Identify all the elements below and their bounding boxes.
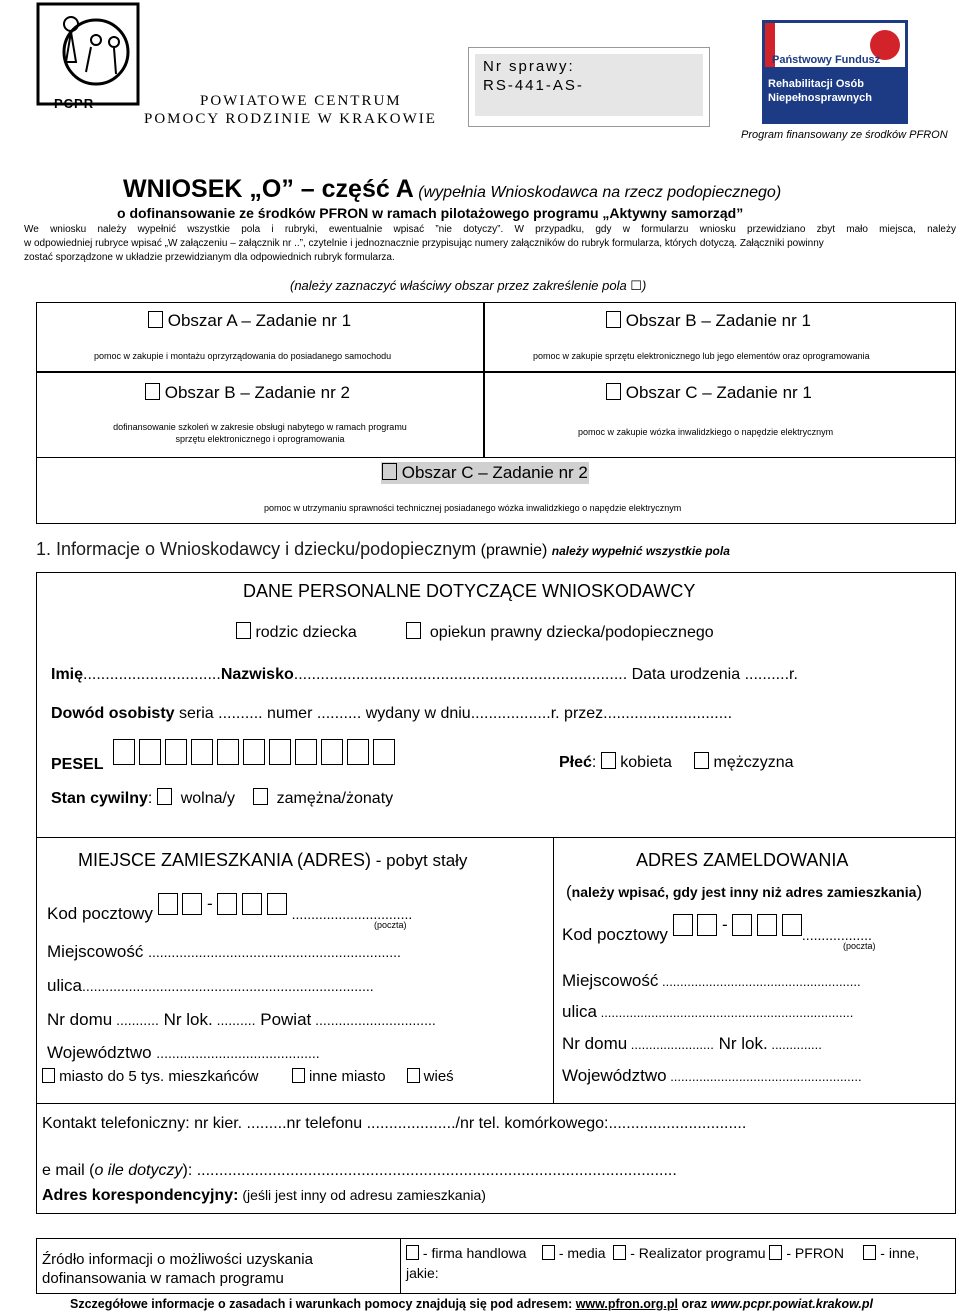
area-b2-desc-line2: sprzętu elektronicznego i oprogramowania (175, 434, 345, 444)
registration-province-field[interactable]: ..................................................... (666, 1069, 862, 1084)
residence-province-field[interactable]: .......................................... (156, 1045, 320, 1061)
parent-label: rodzic dziecka (255, 624, 357, 641)
pfron-line1: Państwowy Fundusz (772, 54, 881, 66)
src-other-box[interactable] (863, 1245, 876, 1260)
pesel-digit[interactable] (373, 739, 395, 765)
area-c2-title: Obszar C – Zadanie nr 2 (401, 463, 588, 482)
registration-title: ADRES ZAMELDOWANIA (636, 850, 849, 870)
registration-postal-label: Kod pocztowy (562, 925, 668, 944)
name-field[interactable]: ............................... (83, 666, 221, 683)
case-label: Nr sprawy: (483, 58, 575, 75)
footer-mid: oraz (678, 1297, 711, 1311)
id-issued-suffix: r. przez (550, 705, 604, 722)
pesel-digit[interactable] (295, 739, 317, 765)
src-other-label: - inne, (880, 1245, 920, 1261)
src-media-label: - media (558, 1245, 606, 1261)
registration-city-field[interactable]: ....................................................... (658, 974, 861, 989)
postal-digit[interactable] (242, 893, 262, 915)
guardian-box[interactable] (406, 622, 421, 639)
area-b1-checkbox[interactable] (606, 311, 811, 331)
registration-note-text: należy wpisać, gdy jest inny niż adres zamieszkania (571, 884, 917, 900)
case-number-box (468, 47, 710, 127)
registration-province-row (562, 1066, 862, 1086)
registration-flat-label: Nr lok. (713, 1034, 768, 1053)
parent-box[interactable] (236, 622, 251, 639)
postal-digit[interactable] (673, 914, 693, 936)
pesel-digit[interactable] (139, 739, 161, 765)
pesel-digit-boxes[interactable] (113, 739, 399, 768)
area-c1-title: Obszar C – Zadanie nr 1 (625, 383, 812, 402)
residence-house-label: Nr domu (47, 1010, 113, 1029)
civil-single-label: wolna/y (180, 790, 235, 807)
logo-text: PCPR (54, 96, 95, 111)
form-title-suffix: (wypełnia Wnioskodawca na rzecz podopiecznego) (418, 184, 782, 201)
src-firm-label: - firma handlowa (422, 1245, 527, 1261)
pesel-digit[interactable] (217, 739, 239, 765)
source-label (42, 1250, 313, 1288)
area-a1-desc: pomoc w zakupie i montażu oprzyrządowania do posiadanego samochodu (94, 351, 392, 361)
postal-digit[interactable] (267, 893, 287, 915)
sex-female-box[interactable] (601, 752, 616, 769)
area-c2-desc: pomoc w utrzymaniu sprawności technicznej posiadanego wózka inwalidzkiego o napędzie elektrycznym (264, 503, 682, 513)
form-subtitle: o dofinansowanie ze środków PFRON w ramach pilotażowego programu „Aktywny samorząd” (117, 205, 744, 221)
civil-label: Stan cywilny (51, 790, 148, 807)
residence-street-field[interactable]: ........................................................................... (81, 978, 374, 994)
area-b1-box[interactable] (606, 311, 621, 328)
id-row (51, 705, 732, 723)
registration-city-label: Miejscowość (562, 971, 659, 990)
residence-post-field[interactable]: ............................... (291, 906, 413, 922)
area-b2-desc (60, 421, 460, 445)
surname-field[interactable]: ........................................................................... (293, 666, 628, 683)
phone-row[interactable]: Kontakt telefoniczny: nr kier. .........nr telefonu ..................../nr tel. komórkowego:............................... (42, 1115, 747, 1132)
residence-house-row (47, 1010, 436, 1030)
area-a1-checkbox[interactable] (148, 311, 351, 331)
loc-small-box[interactable] (42, 1068, 55, 1083)
residence-county-label: Powiat (255, 1010, 312, 1029)
personal-title: DANE PERSONALNE DOTYCZĄCE WNIOSKODAWCY (243, 581, 696, 601)
area-b2-checkbox[interactable] (145, 383, 350, 403)
id-issued-field[interactable]: .................. (470, 705, 551, 722)
form-title-main: WNIOSEK „O” – część A (123, 175, 414, 203)
form-title (123, 175, 781, 204)
program-note: Program finansowany ze środków PFRON (741, 129, 948, 141)
src-pfron-box[interactable] (769, 1245, 782, 1260)
pesel-row (51, 739, 399, 774)
residence-house-field[interactable]: ........... (112, 1012, 159, 1028)
applicant-parent-option[interactable] (236, 622, 357, 642)
address-left-box (36, 838, 554, 1104)
pesel-label: PESEL (51, 756, 104, 773)
org-name-line1: POWIATOWE CENTRUM (200, 93, 402, 109)
correspondence-row (42, 1187, 486, 1205)
pesel-digit[interactable] (321, 739, 343, 765)
area-c2-box[interactable] (382, 463, 397, 480)
residence-province-row (47, 1043, 320, 1063)
civil-row: Stan cywilny: wolna/y zamężna/żonaty (51, 790, 394, 807)
email-row[interactable] (42, 1162, 677, 1180)
registration-house-row (562, 1034, 822, 1054)
email-prefix: e mail ( (42, 1162, 95, 1179)
registration-house-label: Nr domu (562, 1034, 628, 1053)
pesel-digit[interactable] (165, 739, 187, 765)
residence-province-label: Województwo (47, 1043, 157, 1062)
birth-field[interactable]: .......... (744, 666, 790, 683)
birth-suffix: r. (789, 666, 798, 683)
civil-married-label: zamężna/żonaty (276, 790, 394, 807)
email-italic: o ile dotyczy (94, 1162, 183, 1179)
id-number-field[interactable]: .......... (316, 705, 362, 722)
area-c1-box[interactable] (606, 383, 621, 400)
registration-post-field[interactable]: .................. (801, 927, 872, 943)
area-b1-desc: pomoc w zakupie sprzętu elektronicznego lub jego elementów oraz oprogramowania (533, 351, 870, 361)
loc-other-box[interactable] (292, 1068, 305, 1083)
id-issued-label: wydany w dniu (361, 705, 471, 722)
residence-street-label: ulica (47, 976, 82, 995)
birth-label: Data urodzenia (627, 666, 745, 683)
section1-title: 1. Informacje o Wnioskodawcy i dziecku/podopiecznym (36, 539, 477, 559)
surname-label: Nazwisko (220, 666, 294, 683)
section1-paren: (prawnie) (480, 542, 548, 559)
registration-postal-hint: (poczta) (843, 941, 876, 951)
residence-flat-field[interactable]: .......... (212, 1012, 256, 1028)
src-media-box[interactable] (542, 1245, 555, 1260)
sex-male-label: mężczyzna (713, 754, 794, 771)
pfron-line3: Niepełnosprawnych (768, 92, 872, 104)
residence-postal-hint: (poczta) (374, 920, 407, 930)
id-by-field[interactable]: ............................. (603, 705, 733, 722)
id-label: Dowód osobisty (51, 705, 175, 722)
sex-female-label: kobieta (620, 754, 672, 771)
residence-flat-label: Nr lok. (158, 1010, 213, 1029)
src-realizer-label: - Realizator programu (630, 1245, 766, 1261)
pesel-digit[interactable] (191, 739, 213, 765)
case-number[interactable]: RS-441-AS- (483, 77, 584, 94)
section1-heading (36, 539, 730, 560)
name-label: Imię (51, 666, 84, 683)
pesel-digit[interactable] (243, 739, 265, 765)
residence-city-row (47, 942, 401, 962)
postal-digit[interactable] (697, 914, 717, 936)
residence-city-label: Miejscowość (47, 942, 149, 961)
area-b2-desc-line1: dofinansowanie szkoleń w zakresie obsługi nabytego w ramach programu (113, 422, 407, 432)
instructions-line3: zostać sporządzone w układzie przewidzianym dla odpowiednich rubryk formularza. (24, 252, 395, 263)
residence-city-field[interactable]: ................................................................. (148, 944, 401, 960)
area-c1-checkbox[interactable] (606, 383, 812, 403)
registration-street-label: ulica (562, 1002, 597, 1021)
area-b1-title: Obszar B – Zadanie nr 1 (625, 311, 811, 330)
pesel-digit[interactable] (347, 739, 369, 765)
registration-postal-row: Kod pocztowy - $_{..................}$ (562, 915, 872, 944)
postal-digit[interactable] (782, 914, 802, 936)
postal-digit[interactable] (732, 914, 752, 936)
residence-street-row (47, 976, 374, 996)
pfron-logo (762, 20, 908, 124)
instructions-line1: We wniosku należy wypełnić wszystkie pola i rubryki, ewentualnie wpisać ”nie dotyczy”. W przypadku, gdy w formularzu wniosku przewidziano zbyt mało miejsca, należy (24, 224, 956, 235)
id-series-label: seria (174, 705, 219, 722)
id-series-field[interactable]: .......... (218, 705, 263, 722)
area-a1-title: Obszar A – Zadanie nr 1 (167, 311, 352, 330)
area-b2-box[interactable] (145, 383, 160, 400)
source-other-field[interactable]: jakie: (406, 1265, 439, 1281)
src-pfron-label: - PFRON (786, 1245, 844, 1261)
src-realizer-box[interactable] (613, 1245, 626, 1260)
guardian-label: opiekun prawny dziecka/podopiecznego (429, 624, 714, 641)
areas-grid (36, 302, 956, 526)
residence-title: MIEJSCE ZAMIESZKANIA (ADRES) (78, 850, 372, 870)
address-left-title (78, 850, 467, 871)
source-label-line1: Źródło informacji o możliwości uzyskania (42, 1251, 313, 1268)
pesel-digit[interactable] (113, 739, 135, 765)
org-name-line2: POMOCY RODZINIE W KRAKOWIE (144, 111, 437, 127)
loc-village-label: wieś (423, 1068, 454, 1085)
loc-village-box[interactable] (407, 1068, 420, 1083)
instructions-line2: w odpowiedniej rubryce wpisać „W załączeniu – załącznik nr ..”, czytelnie i jednoznacznie przypisując numery załączników do rubryk formularza, których dotyczą. Załączniki powinny (24, 238, 824, 249)
registration-house-field[interactable]: ....................... (627, 1037, 714, 1052)
footer-text: Szczegółowe informacje o zasadach i warunkach pomocy znajdują się pod adresem: (70, 1297, 576, 1311)
mark-note: (należy zaznaczyć właściwy obszar przez zakreślenie pola ☐) (290, 278, 647, 293)
area-c2-checkbox[interactable] (381, 462, 589, 484)
residence-title-suffix: - pobyt stały (371, 851, 468, 870)
area-c1-desc: pomoc w zakupie wózka inwalidzkiego o napędzie elektrycznym (578, 427, 834, 437)
area-b2-title: Obszar B – Zadanie nr 2 (164, 383, 350, 402)
footer-link-pcpr[interactable]: www.pcpr.powiat.krakow.pl (710, 1297, 873, 1311)
applicant-guardian-option[interactable] (406, 622, 714, 642)
postal-digit[interactable] (158, 893, 178, 915)
registration-city-row (562, 971, 861, 991)
registration-province-label: Województwo (562, 1066, 667, 1085)
postal-digit[interactable] (182, 893, 202, 915)
postal-digit[interactable] (757, 914, 777, 936)
civil-married-box[interactable] (253, 788, 268, 805)
source-divider (400, 1238, 401, 1294)
residence-locality-row (42, 1068, 454, 1085)
residence-postal-row: Kod pocztowy - $_{...............................}$ (47, 894, 413, 923)
sex-row: Płeć: kobieta mężczyzna (559, 754, 794, 771)
area-a1-box[interactable] (148, 311, 163, 328)
pfron-line2: Rehabilitacji Osób (768, 78, 864, 90)
sex-label: Płeć (559, 754, 592, 771)
registration-note: (należy wpisać, gdy jest inny niż adres zamieszkania) (566, 882, 923, 901)
loc-small-label: miasto do 5 tys. mieszkańców (59, 1068, 259, 1085)
registration-street-field[interactable]: ...................................................................... (596, 1005, 854, 1020)
src-firm-box[interactable] (406, 1245, 419, 1260)
residence-county-field[interactable]: ............................... (311, 1012, 436, 1028)
footer-info (70, 1297, 873, 1311)
pesel-digit[interactable] (269, 739, 291, 765)
source-label-line2: dofinansowania w ramach programu (42, 1270, 284, 1287)
id-number-label: numer (262, 705, 317, 722)
email-field[interactable]: ): ............................................................................................................ (182, 1162, 677, 1179)
correspondence-note: (jeśli jest inny od adresu zamieszkania) (238, 1187, 486, 1203)
loc-other-label: inne miasto (308, 1068, 386, 1085)
registration-street-row (562, 1002, 853, 1022)
source-options (406, 1245, 919, 1261)
postal-digit[interactable] (217, 893, 237, 915)
residence-postal-label: Kod pocztowy (47, 904, 153, 923)
footer-link-pfron[interactable]: www.pfron.org.pl (575, 1297, 679, 1311)
registration-flat-field[interactable]: .............. (767, 1037, 822, 1052)
section1-note: należy wypełnić wszystkie pola (551, 544, 730, 558)
correspondence-label: Adres korespondencyjny: (42, 1187, 239, 1204)
name-row (51, 666, 798, 684)
sex-male-box[interactable] (694, 752, 709, 769)
civil-single-box[interactable] (157, 788, 172, 805)
